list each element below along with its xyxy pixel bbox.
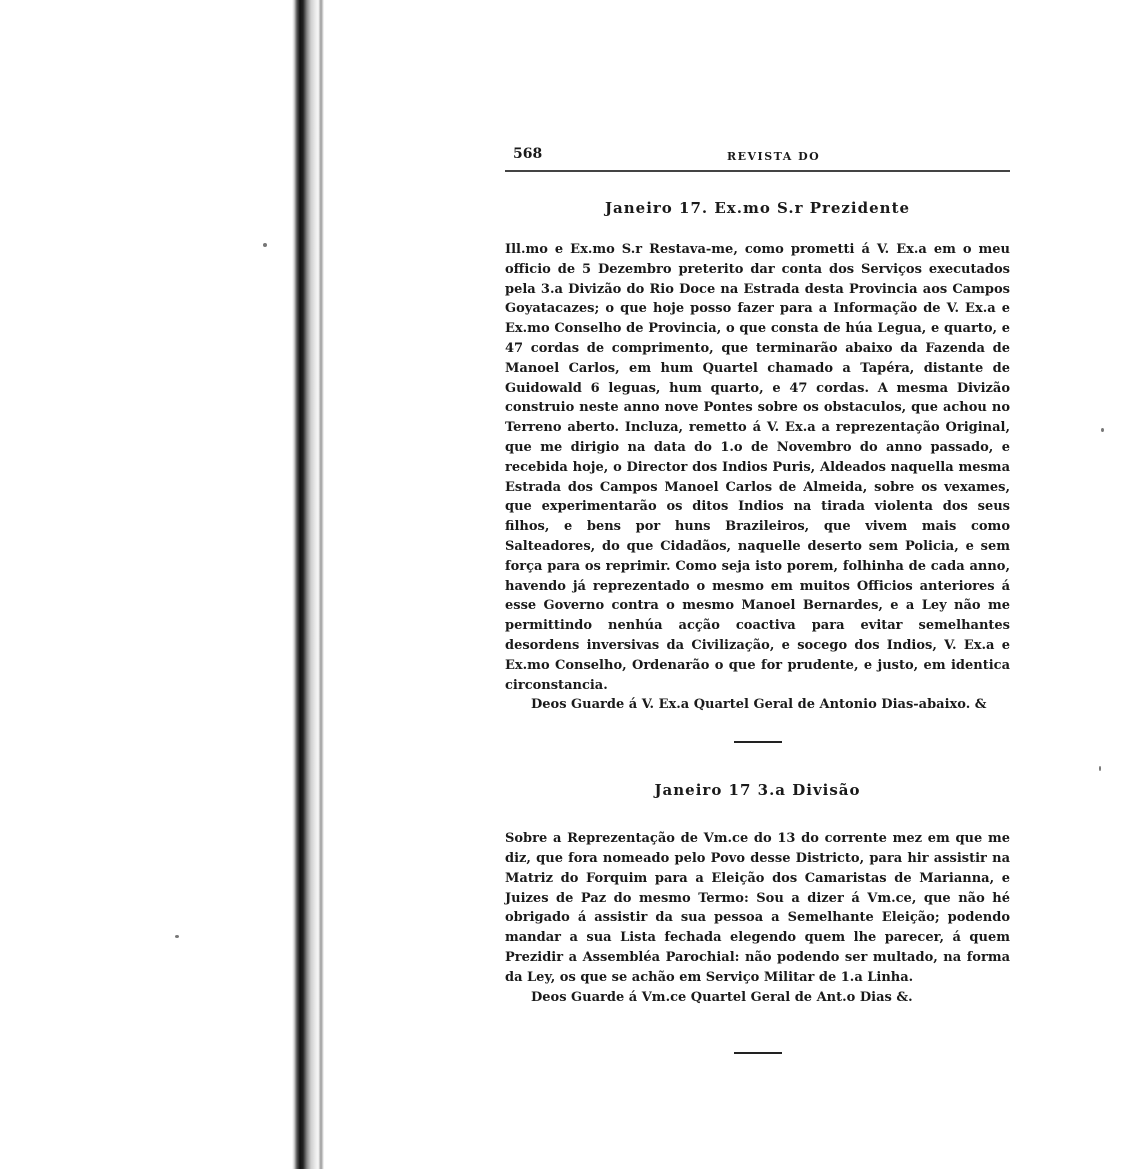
running-head xyxy=(505,140,1010,172)
page-number: 568 xyxy=(513,146,543,162)
letter-closing: Deos Guarde á V. Ex.a Quartel Geral de Antonio Dias-abaixo. & xyxy=(531,697,987,713)
section-heading: Janeiro 17. Ex.mo S.r Prezidente xyxy=(604,199,911,217)
section-divider xyxy=(734,1052,782,1054)
scan-speck xyxy=(1099,766,1101,771)
section-divider xyxy=(734,741,782,743)
scan-speck xyxy=(175,935,179,938)
book-gutter-shadow xyxy=(318,0,324,1169)
running-title: REVISTA DO xyxy=(727,150,821,163)
scan-speck xyxy=(263,243,267,247)
letter-body: Ill.mo e Ex.mo S.r Restava-me, como prometti á V. Ex.a em o meu officio de 5 Dezembro preterito dar conta dos Serviços executados pela 3.a Divizão do Rio Doce na Estrada desta Provincia aos Campos Goyatacazes; o que hoje posso fazer para a Informação de V. Ex.a e Ex.mo Conselho de Provincia, o que consta de húa Legua, e quarto, e 47 cordas de comprimento, que terminarão abaixo da Fazenda de Manoel Carlos, em hum Quartel chamado a Tapéra, distante de Guidowald 6 leguas, hum quarto, e 47 cordas. A mesma Divizão construio neste anno nove Pontes sobre os obstaculos, que achou no Terreno aberto. Incluza, remetto á V. Ex.a a reprezentação Original, que me dirigio na data do 1.o de Novembro do anno passado, e recebida hoje, o Director dos Indios Puris, Aldeados naquella mesma Estrada dos Campos Manoel Carlos de Almeida, sobre os vexames, que experimentarão os ditos Indios na tirada violenta dos seus filhos, e bens por huns Brazileiros, que vivem mais como Salteadores, do que Cidadãos, naquelle deserto sem Policia, e sem força para os reprimir. Como seja isto porem, folhinha de cada anno, havendo já reprezentado o mesmo em muitos Officios anteriores á esse Governo contra o mesmo Manoel Bernardes, e a Ley não me permittindo nenhúa acção coactiva para evitar semelhantes desordens inversivas da Civilização, e socego dos Indios, V. Ex.a e Ex.mo Conselho, Ordenarão o que for prudente, e justo, em identica circonstancia. xyxy=(505,242,1010,693)
letter-body: Sobre a Reprezentação de Vm.ce do 13 do corrente mez em que me diz, que fora nomeado pelo Povo desse Districto, para hir assistir na Matriz do Forquim para a Eleição dos Camaristas de Marianna, e Juizes de Paz do mesmo Termo: Sou a dizer á Vm.ce, que não hé obrigado á assistir da sua pessoa a Semelhante Eleição; podendo mandar a sua Lista fechada elegendo quem lhe parecer, á quem Prezidir a Assembléa Parochial: não podendo ser multado, na forma da Ley, os que se achão em Serviço Militar de 1.a Linha. xyxy=(505,831,1010,985)
section-heading: Janeiro 17 3.a Divisão xyxy=(654,781,861,800)
book-gutter xyxy=(292,0,320,1169)
letter-closing: Deos Guarde á Vm.ce Quartel Geral de Ant.o Dias &. xyxy=(531,989,913,1005)
scan-speck xyxy=(1101,428,1104,432)
book-page xyxy=(505,140,1010,1054)
